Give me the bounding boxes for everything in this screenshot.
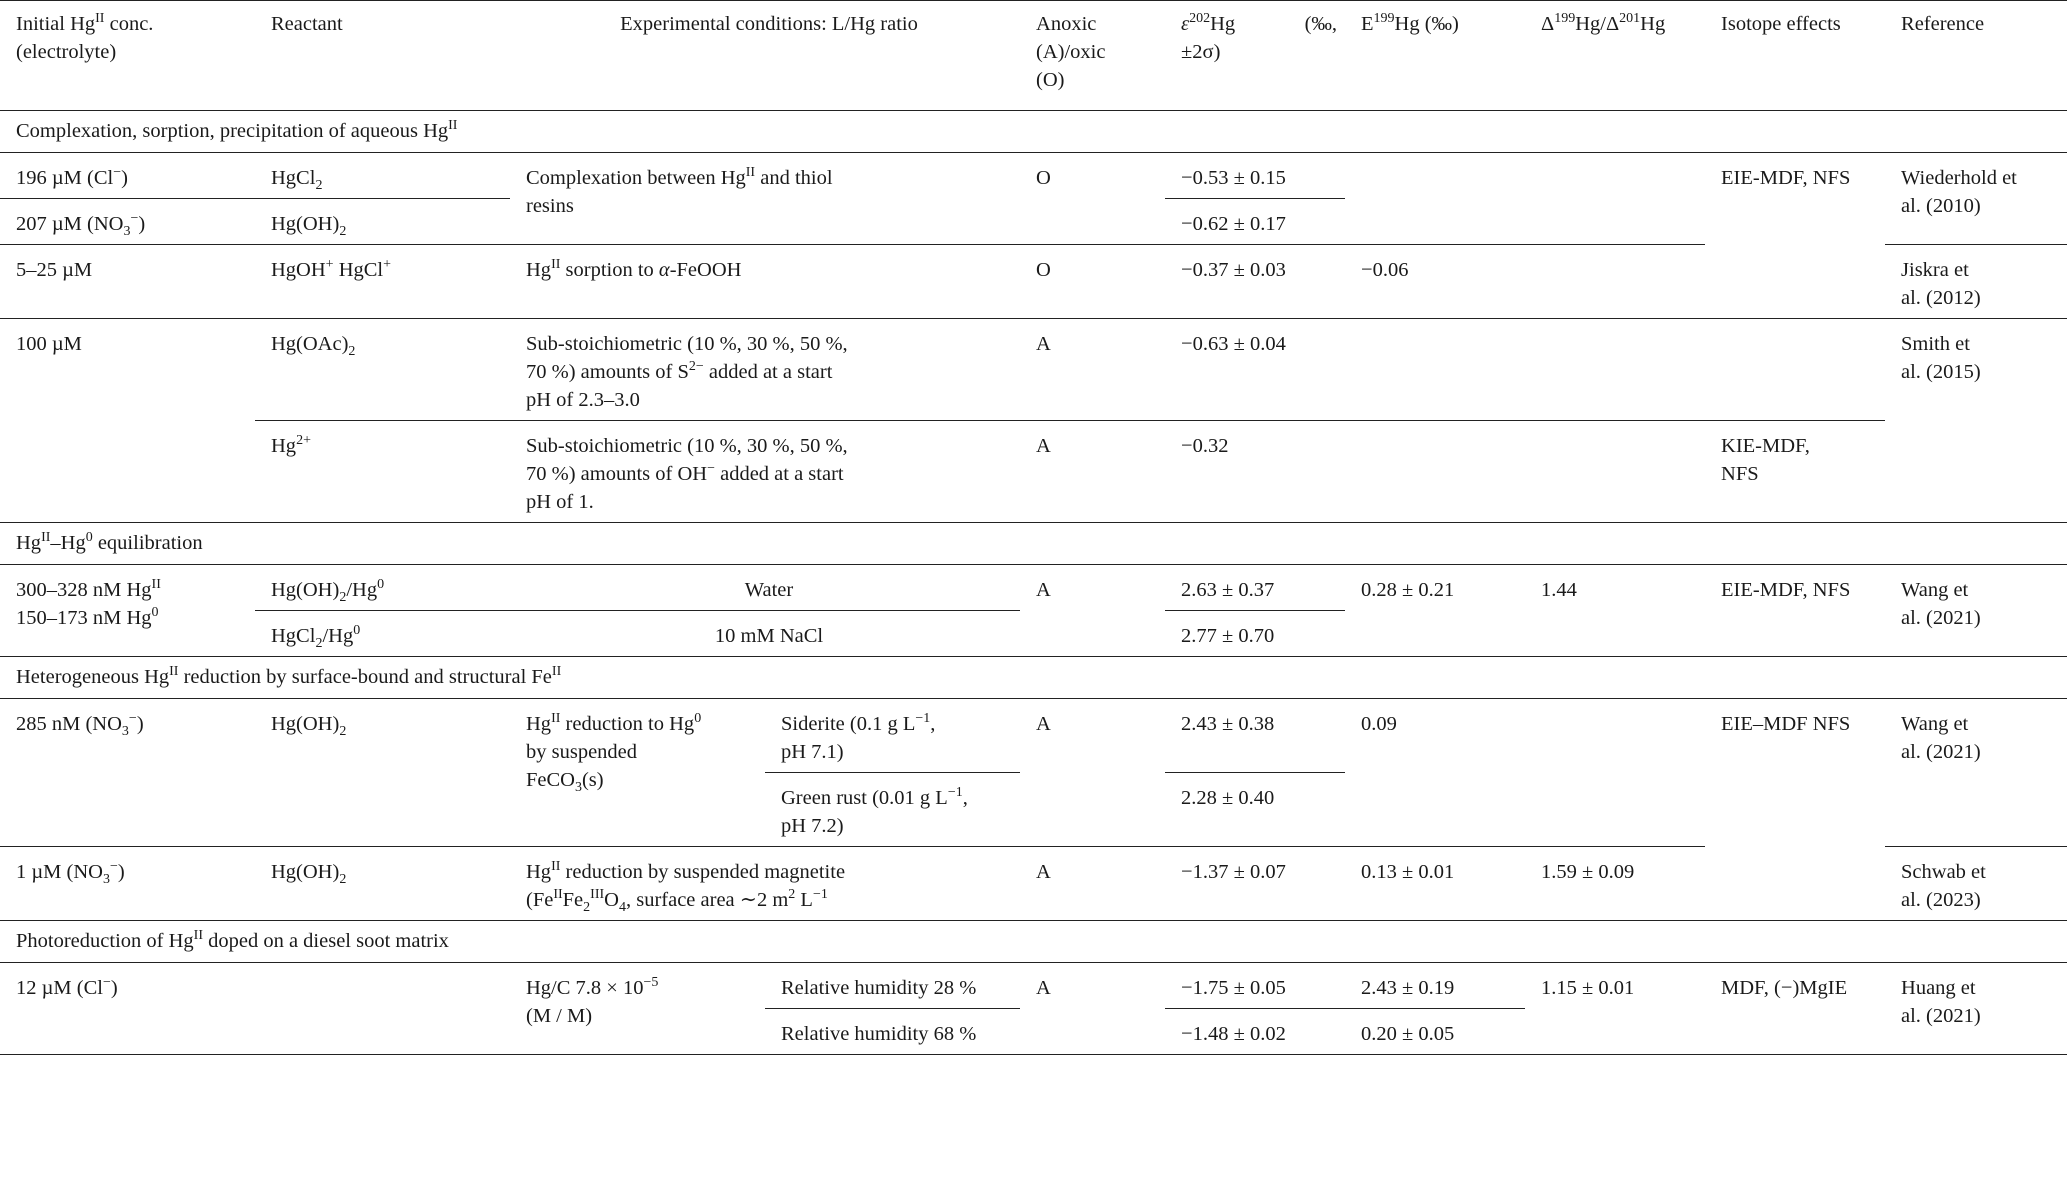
header-isotope-effects: Isotope effects bbox=[1721, 13, 1841, 35]
cell-eps202: −0.62 ± 0.17 bbox=[1181, 213, 1286, 235]
cell-isotope: EIE-MDF, NFS bbox=[1705, 153, 1885, 319]
section-row bbox=[0, 111, 2067, 153]
cell-eps202: 2.28 ± 0.40 bbox=[1181, 787, 1275, 809]
cell-reactant: HgCl$_2$ bbox=[255, 153, 510, 199]
cell-anoxic: A bbox=[1036, 713, 1051, 735]
cell-conc: 5–25 µM bbox=[16, 259, 93, 281]
section-row bbox=[0, 921, 2067, 963]
cell-anoxic: A bbox=[1036, 861, 1051, 883]
cell-reactant bbox=[255, 963, 510, 1055]
cell-reference: Wiederhold et al. (2010) bbox=[1901, 167, 2017, 217]
cell-conditions: 10 mM NaCl bbox=[714, 625, 824, 647]
cell-eps202: −1.37 ± 0.07 bbox=[1181, 861, 1286, 883]
cell-e199: −0.06 bbox=[1361, 259, 1409, 281]
table-row bbox=[0, 153, 2067, 199]
cell-e199: 0.13 ± 0.01 bbox=[1361, 861, 1455, 883]
cell-e199: 0.28 ± 0.21 bbox=[1361, 579, 1455, 601]
cell-reactant: $Hg(OH)_2$ bbox=[271, 213, 347, 240]
cell-ratio: 1.15 ± 0.01 bbox=[1541, 977, 1635, 999]
header-anoxic: Anoxic (A)/oxic (O) bbox=[1036, 13, 1106, 91]
cell-conc: 12 µM (Cl−) bbox=[16, 975, 118, 999]
table-row bbox=[0, 699, 2067, 773]
table-row bbox=[0, 963, 2067, 1009]
cell-subcondition: Relative humidity 68 % bbox=[781, 1023, 977, 1045]
cell-reference: Schwab et al. (2023) bbox=[1901, 861, 1986, 911]
section-title: $Hg^{II}-Hg^0$ equilibration bbox=[16, 530, 203, 554]
section-title: Heterogeneous $Hg^{II}$ reduction by surface-bound and structural $Fe^{II}$ bbox=[16, 664, 562, 688]
cell-conc: 196 µM (Cl−) bbox=[0, 153, 255, 199]
cell-ratio bbox=[1525, 421, 1705, 523]
section-title: Complexation, sorption, precipitation of aqueous $Hg^{II}$ bbox=[16, 118, 458, 142]
cell-conditions: Hg/C $7.8 \times 10^{-5}$ (M / M) bbox=[526, 975, 659, 1027]
cell-anoxic: A bbox=[1020, 319, 1165, 421]
cell-subcondition: Siderite (0.1 g $L^{-1}$, pH 7.1) bbox=[765, 699, 1020, 773]
cell-conc: 207 µM $(NO_3^-)$ bbox=[16, 211, 146, 240]
header-eps202: $\varepsilon^{202}Hg$ (‰, ±2σ) bbox=[1181, 11, 1338, 63]
cell-anoxic: A bbox=[1036, 435, 1051, 457]
cell-eps202: −0.63 ± 0.04 bbox=[1165, 319, 1345, 421]
cell-eps202: 2.77 ± 0.70 bbox=[1181, 625, 1275, 647]
table-row bbox=[0, 319, 2067, 421]
cell-eps202: 2.43 ± 0.38 bbox=[1165, 699, 1345, 773]
section-title: Photoreduction of $Hg^{II}$ doped on a diesel soot matrix bbox=[16, 928, 449, 952]
header-reference: Reference bbox=[1901, 13, 1985, 35]
cell-ratio bbox=[1525, 699, 1705, 847]
section-row bbox=[0, 523, 2067, 565]
header-reactant: Reactant bbox=[271, 13, 343, 35]
cell-eps202: −0.53 ± 0.15 bbox=[1165, 153, 1345, 199]
cell-reactant: $Hg(OH)_2$ bbox=[271, 713, 347, 740]
cell-eps202: −0.32 bbox=[1181, 435, 1229, 457]
cell-anoxic: A bbox=[1036, 579, 1051, 601]
header-conditions: Experimental conditions: L/Hg ratio bbox=[620, 13, 918, 35]
cell-eps202: −0.37 ± 0.03 bbox=[1181, 259, 1286, 281]
cell-conditions: $Hg^{II}$ reduction to Hg$^0$ by suspended FeCO$_3$(s) bbox=[526, 711, 702, 796]
cell-conc: 100 µM bbox=[16, 333, 82, 355]
cell-conditions: Sub-stoichiometric (10 %, 30 %, 50 %, 70 %) amounts of $S^{2-}$ added at a start pH of 2.3–3.0 bbox=[510, 319, 1020, 421]
header-ratio: $\Delta^{199}Hg/\Delta^{201}Hg$ bbox=[1541, 11, 1666, 35]
cell-isotope: MDF, (−)MgIE bbox=[1721, 977, 1848, 999]
cell-conc: 300–328 nM $Hg^{II}$ 150–173 nM Hg$^0$ bbox=[16, 577, 161, 629]
cell-eps202: −1.48 ± 0.02 bbox=[1181, 1023, 1286, 1045]
cell-e199: 0.20 ± 0.05 bbox=[1361, 1023, 1455, 1045]
cell-reactant: $Hg(OH)_2$ bbox=[271, 861, 347, 888]
cell-reference: Jiskra et al. (2012) bbox=[1901, 259, 1981, 309]
cell-anoxic: A bbox=[1036, 977, 1051, 999]
cell-isotope: KIE-MDF, NFS bbox=[1721, 435, 1810, 485]
cell-reference: Smith et al. (2015) bbox=[1901, 333, 1981, 383]
cell-anoxic: O bbox=[1036, 259, 1051, 281]
cell-ratio: 1.44 bbox=[1541, 579, 1577, 601]
cell-isotope bbox=[1705, 319, 1885, 421]
cell-reactant: $Hg(OH)_2/Hg^0$ bbox=[255, 565, 510, 611]
cell-eps202: 2.63 ± 0.37 bbox=[1165, 565, 1345, 611]
cell-subcondition: Relative humidity 28 % bbox=[765, 963, 1020, 1009]
cell-reactant: $HgCl_2/Hg^0$ bbox=[271, 623, 361, 652]
cell-isotope: EIE–MDF NFS bbox=[1705, 699, 1885, 921]
cell-ratio bbox=[1525, 245, 1705, 319]
cell-reference: Wang et al. (2021) bbox=[1901, 713, 1981, 763]
table-row bbox=[0, 565, 2067, 611]
cell-reactant: $Hg(OAc)_2$ bbox=[255, 319, 510, 421]
header-row bbox=[0, 1, 2067, 111]
cell-anoxic: O bbox=[1036, 167, 1051, 189]
cell-conc: 1 µM $(NO_3^-)$ bbox=[16, 859, 125, 888]
cell-conditions: Complexation between $Hg^{II}$ and thiol resins bbox=[526, 165, 833, 217]
cell-e199 bbox=[1345, 153, 1525, 245]
cell-reactant: HgOH+ HgCl+ bbox=[271, 257, 392, 281]
cell-ratio: 1.59 ± 0.09 bbox=[1541, 861, 1635, 883]
cell-conditions: $Hg^{II}$ reduction by suspended magnetite ($Fe^{II}Fe_2^{III}O_4$, surface area ∼2 $m^2$ $L^{-1}$ bbox=[526, 859, 846, 916]
header-initial-conc: Initial $Hg^{II}$ conc. (electrolyte) bbox=[16, 11, 154, 63]
cell-conc: 285 nM $(NO_3^-)$ bbox=[16, 711, 144, 740]
header-e199: $E^{199}Hg$ (‰) bbox=[1361, 11, 1459, 35]
cell-e199: 2.43 ± 0.19 bbox=[1345, 963, 1525, 1009]
cell-e199 bbox=[1345, 421, 1525, 523]
table-row bbox=[0, 421, 2067, 523]
cell-ratio bbox=[1525, 319, 1705, 421]
cell-subcondition: Green rust (0.01 g $L^{-1}$, pH 7.2) bbox=[781, 785, 968, 837]
cell-e199 bbox=[1345, 319, 1525, 421]
cell-conditions: Sub-stoichiometric (10 %, 30 %, 50 %, 70 %) amounts of OH− added at a start pH of 1. bbox=[526, 435, 848, 513]
cell-conditions: Water bbox=[510, 565, 1020, 611]
cell-reference: Wang et al. (2021) bbox=[1901, 579, 1981, 629]
cell-eps202: −1.75 ± 0.05 bbox=[1165, 963, 1345, 1009]
cell-reference: Huang et al. (2021) bbox=[1901, 977, 1981, 1027]
cell-isotope: EIE-MDF, NFS bbox=[1721, 579, 1851, 601]
cell-reactant: $Hg^{2+}$ bbox=[271, 433, 311, 457]
cell-ratio bbox=[1525, 153, 1705, 245]
section-row bbox=[0, 657, 2067, 699]
cell-conditions: $Hg^{II}$ sorption to α-FeOOH bbox=[526, 257, 742, 281]
cell-e199: 0.09 bbox=[1361, 713, 1397, 735]
